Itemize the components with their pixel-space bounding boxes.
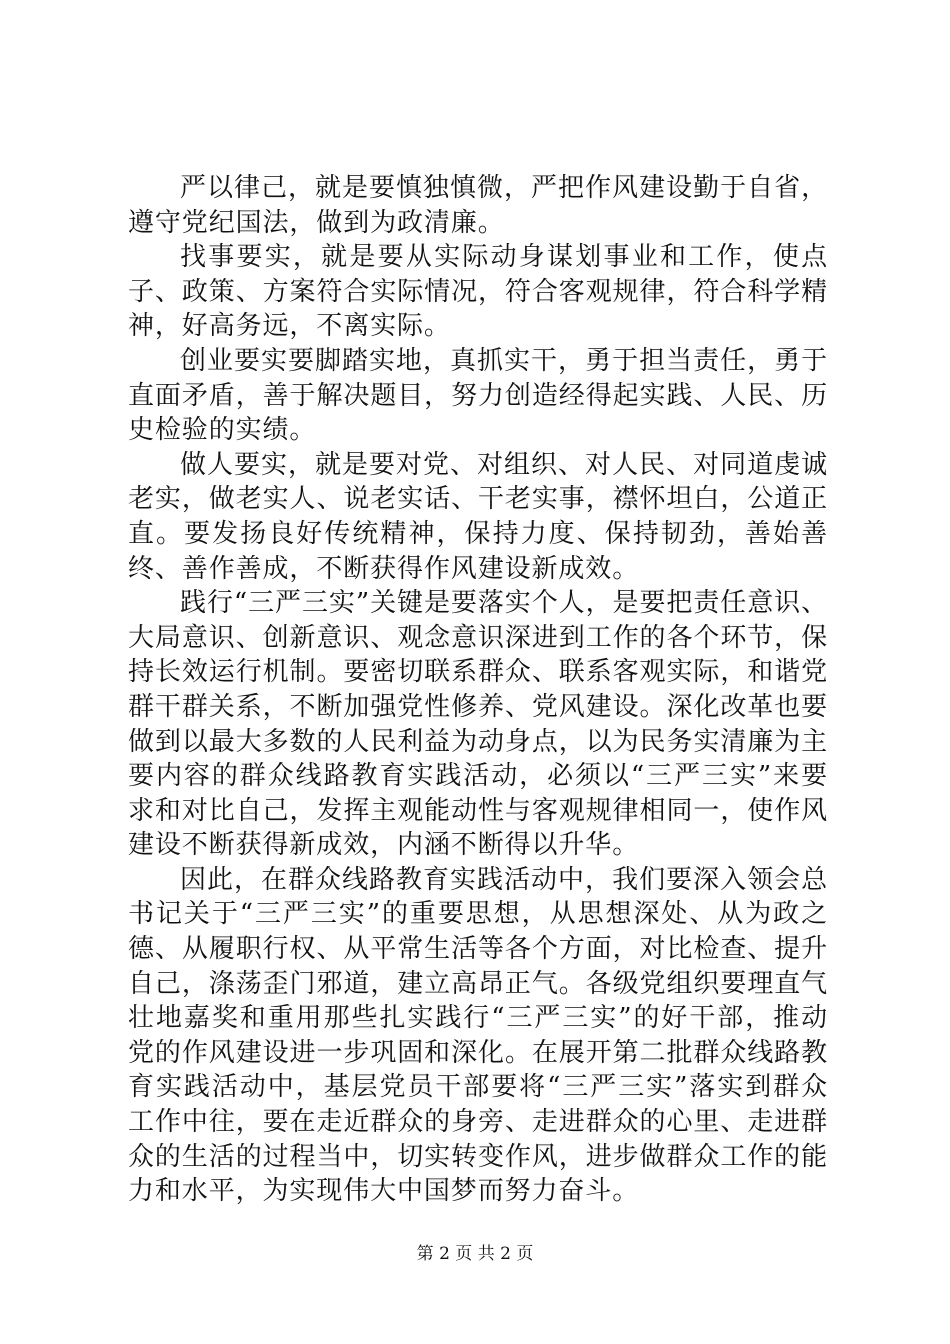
document-body: [128, 171, 828, 1209]
paragraph-conduct-practical: 做人要实，就是要对党、对组织、对人民、对同道虔诚老实，做老实人、说老实话、干老实事，襟怀坦白，公道正直。要发扬良好传统精神，保持力度、保持韧劲，善始善终、善作善成，不断获得作风建设新成效。: [128, 449, 828, 584]
paragraph-entrepreneurship-practical: 创业要实要脚踏实地，真抓实干，勇于担当责任，勇于直面矛盾，善于解决题目，努力创造经得起实践、人民、历史检验的实绩。: [128, 345, 828, 446]
paragraph-practice-three-stricts: 践行“三严三实”关键是要落实个人，是要把责任意识、大局意识、创新意识、观念意识深进到工作的各个环节，保持长效运行机制。要密切联系群众、联系客观实际，和谐党群干群关系，不断加强党性修养、党风建设。深化改革也要做到以最大多数的人民利益为动身点，以为民务实清廉为主要内容的群众线路教育实践活动，必须以“三严三实”来要求和对比自己，发挥主观能动性与客观规律相同一，使作风建设不断获得新成效，内涵不断得以升华。: [128, 588, 828, 861]
paragraph-conclusion: 因此，在群众线路教育实践活动中，我们要深入领会总书记关于“三严三实”的重要思想，从思想深处、从为政之德、从履职行权、从平常生活等各个方面，对比检查、提升自己，涤荡歪门邪道，建立高昂正气。各级党组织要理直气壮地嘉奖和重用那些扎实践行“三严三实”的好干部，推动党的作风建设进一步巩固和深化。在展开第二批群众线路教育实践活动中，基层党员干部要将“三严三实”落实到群众工作中往，要在走近群众的身旁、走进群众的心里、走进群众的生活的过程当中，切实转变作风，进步做群众工作的能力和水平，为实现伟大中国梦而努力奋斗。: [128, 864, 828, 1207]
paragraph-planning-practical: 找事要实，就是要从实际动身谋划事业和工作，使点子、政策、方案符合实际情况，符合客观规律，符合科学精神，好高务远，不离实际。: [128, 242, 828, 342]
page-number-footer: 第 2 页 共 2 页: [416, 1244, 534, 1264]
paragraph-self-discipline: 严以律己，就是要慎独慎微，严把作风建设勤于自省，遵守党纪国法，做到为政清廉。: [128, 173, 828, 238]
